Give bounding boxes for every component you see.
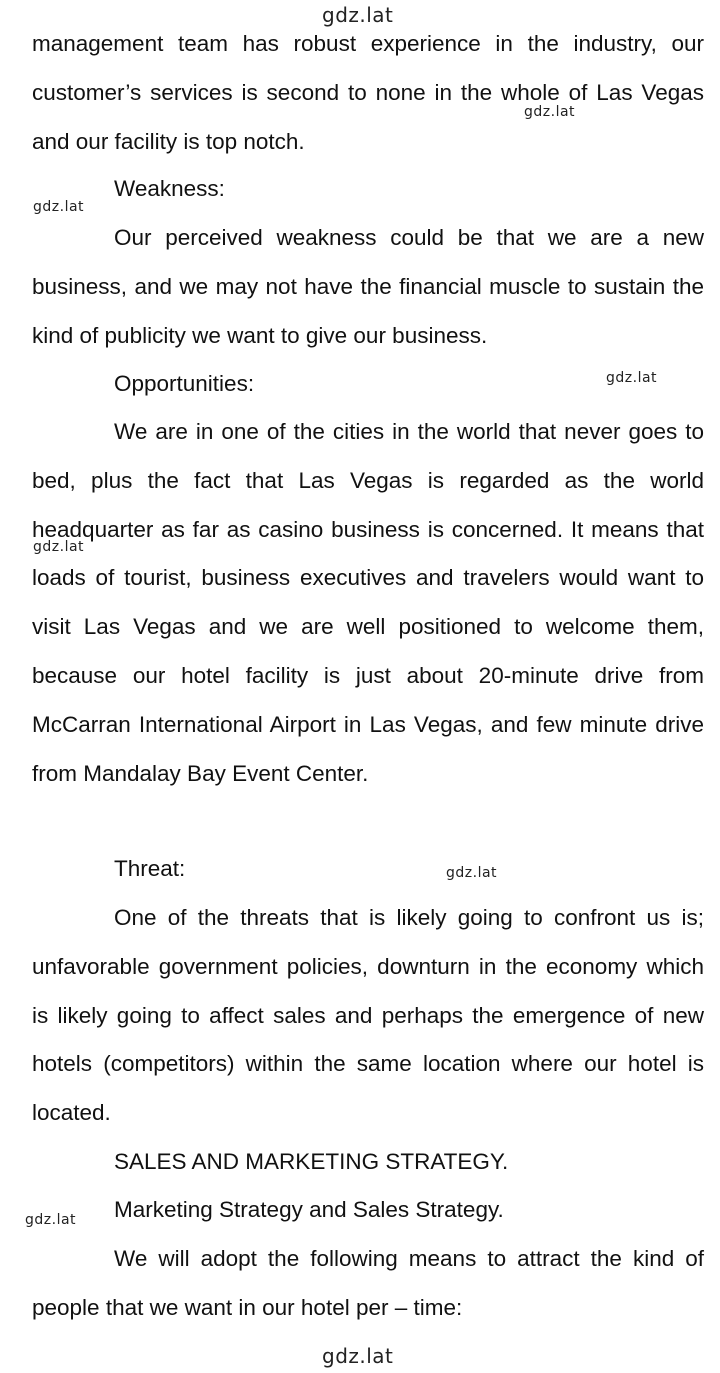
- watermark-upper-right: gdz.lat: [524, 104, 576, 120]
- threat-paragraph: One of the threats that is likely going to confront us is; unfavorable government policies, downturn in the economy which is likely going to affect sales and perhaps the emergence of new hotels (competitors) within the same location where our hotel is located.: [32, 905, 704, 1126]
- opportunities-paragraph: We are in one of the cities in the world that never goes to bed, plus the fact that Las Vegas is regarded as the world headquarter as far as casino business is concerned. It means that loads of tourist, business executives and travelers would want to visit Las Vegas and we are well positioned to welcome them, because our hotel facility is just about 20-minute drive from McCarran International Airport in Las Vegas, and few minute drive from Mandalay Bay Event Center.: [32, 419, 704, 786]
- watermark-left-middle: gdz.lat: [33, 539, 85, 555]
- watermark-threat: gdz.lat: [446, 865, 498, 881]
- watermark-top: gdz.lat: [322, 3, 394, 27]
- watermark-right-opportunities: gdz.lat: [606, 370, 658, 386]
- intro-paragraph: management team has robust experience in the industry, our customer’s services is second to none in the whole of Las Vegas and our facility is top notch.: [32, 31, 704, 154]
- marketing-paragraph: We will adopt the following means to attract the kind of people that we want in our hotel per – time:: [32, 1246, 704, 1320]
- marketing-subheading: Marketing Strategy and Sales Strategy.: [114, 1197, 504, 1222]
- sales-marketing-heading: SALES AND MARKETING STRATEGY.: [114, 1149, 509, 1174]
- weakness-paragraph: Our perceived weakness could be that we are a new business, and we may not have the financial muscle to sustain the kind of publicity we want to give our business.: [32, 225, 704, 348]
- threat-heading: Threat:: [114, 856, 186, 881]
- watermark-bottom: gdz.lat: [322, 1344, 394, 1368]
- weakness-heading: Weakness:: [114, 176, 225, 201]
- watermark-left-weakness: gdz.lat: [33, 199, 85, 215]
- watermark-left-marketing: gdz.lat: [25, 1212, 77, 1228]
- opportunities-heading: Opportunities:: [114, 371, 255, 396]
